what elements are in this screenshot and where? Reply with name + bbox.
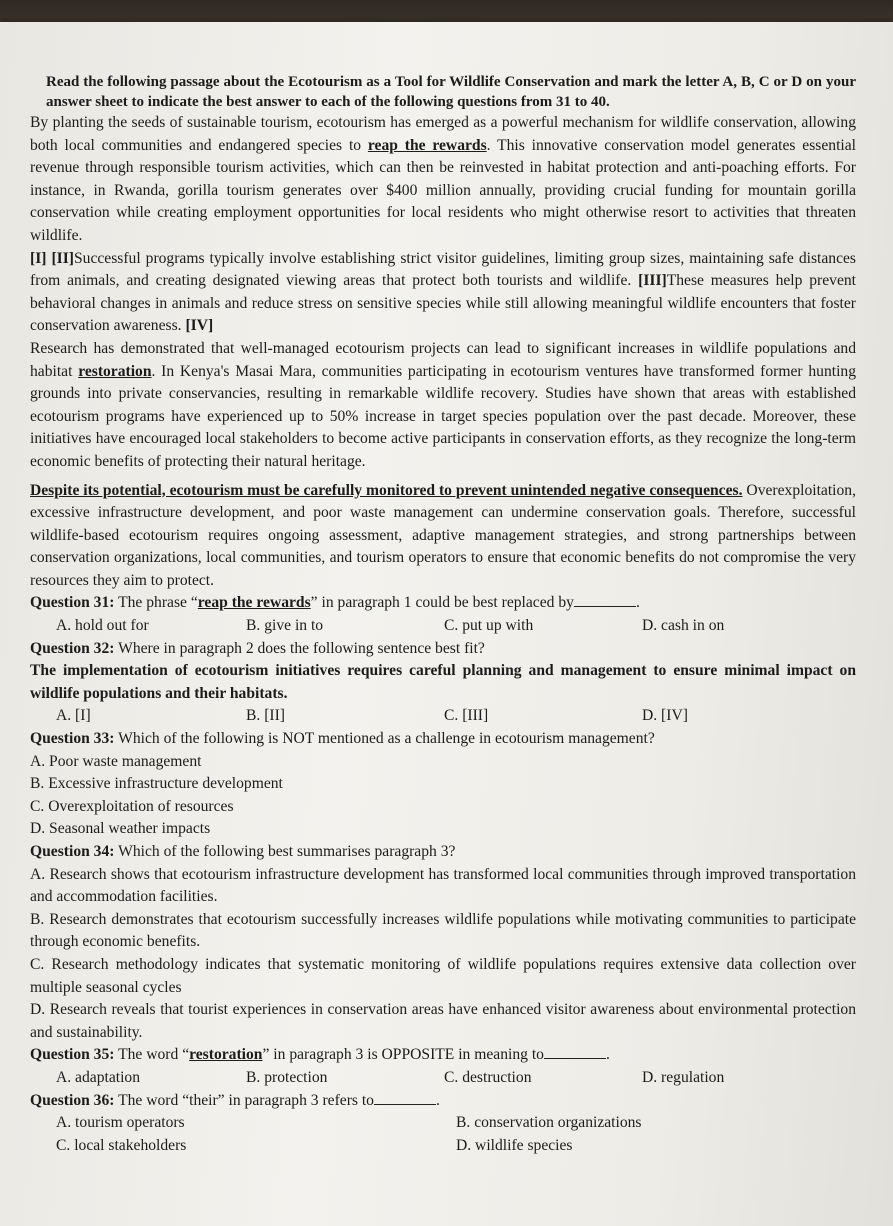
highlighted-word: restoration: [78, 362, 152, 380]
option-c[interactable]: C. [III]: [444, 707, 489, 725]
question-34: Question 34: Which of the following best summarises paragraph 3?: [30, 843, 456, 860]
option-a[interactable]: A. adaptation: [56, 1068, 141, 1086]
highlighted-phrase: reap the rewards: [367, 136, 487, 154]
question-36-options-row-1: [56, 1112, 856, 1135]
paragraph-4-lead: Despite its potential, ecotourism must be carefully monitored to prevent unintended negative consequences.: [30, 481, 743, 499]
question-36: Question 36: The word “their” in paragraph 3 refers to .: [30, 1091, 440, 1109]
question-31-options: [56, 615, 856, 638]
instructions: Read the following passage about the Ecotourism as a Tool for Wildlife Conservation and mark the letter A, B, C or D on your answer sheet to indicate the best answer to each of the following questions from 31 to 40.: [46, 74, 856, 110]
option-c[interactable]: C. put up with: [444, 617, 534, 635]
option-c[interactable]: C. local stakeholders: [56, 1136, 187, 1154]
insert-mark-4: [IV]: [185, 317, 214, 335]
answer-blank: [544, 1044, 606, 1059]
question-32-sentence: The implementation of ecotourism initiatives requires careful planning and management to ensure minimal impact on wildlife populations and their habitats.: [30, 662, 856, 702]
option-d[interactable]: D. cash in on: [642, 617, 725, 635]
question-36-options-row-2: [56, 1135, 856, 1158]
worksheet-page: [0, 22, 893, 1226]
paragraph-1: By planting the seeds of sustainable tourism, ecotourism has emerged as a powerful mechanism for wildlife conservation, allowing both local communities and endangered species to reap the rewards. This innovative conservation model generates essential revenue through responsible tourism activities, which can then be reinvested in habitat protection and anti-poaching efforts. For instance, in Rwanda, gorilla tourism generates over $400 million annually, providing crucial funding for mountain gorilla conservation while creating employment opportunities for local residents who might otherwise resort to activities that threaten wildlife.: [30, 114, 856, 244]
option-a[interactable]: A. hold out for: [56, 617, 149, 635]
insert-mark-3: [III]: [638, 272, 667, 290]
option-d[interactable]: D. wildlife species: [456, 1136, 573, 1154]
option-c[interactable]: C. destruction: [444, 1068, 532, 1086]
option-b[interactable]: B. Excessive infrastructure development: [30, 775, 283, 793]
option-d[interactable]: D. Research reveals that tourist experiences in conservation areas have enhanced visitor awareness about environmental protection and sustainability.: [30, 1001, 856, 1041]
answer-blank: [574, 592, 636, 607]
worksheet-content: [30, 72, 856, 1157]
question-32: Question 32: Where in paragraph 2 does the following sentence best fit?: [30, 639, 485, 657]
option-a[interactable]: A. [I]: [56, 707, 91, 725]
question-32-options: [56, 705, 856, 728]
paragraph-2: [I] [II]Successful programs typically involve establishing strict visitor guidelines, limiting group sizes, maintaining safe distances from animals, and creating designated viewing areas that protect both tourists and wildlife. [III]These measures help prevent behavioral changes in animals and reduce stress on sensitive species while still allowing meaningful wildlife encounters that foster conservation awareness. [IV]: [30, 249, 856, 335]
option-b[interactable]: B. Research demonstrates that ecotourism successfully increases wildlife populations while motivating communities to participate through economic benefits.: [30, 910, 856, 951]
option-d[interactable]: D. Seasonal weather impacts: [30, 820, 211, 838]
option-a[interactable]: A. Poor waste management: [30, 752, 202, 770]
option-b[interactable]: B. [II]: [246, 707, 285, 725]
question-33: Question 33: Which of the following is NOT mentioned as a challenge in ecotourism management?: [30, 730, 655, 748]
option-d[interactable]: D. regulation: [642, 1068, 725, 1086]
option-a[interactable]: A. Research shows that ecotourism infrastructure development has transformed local communities through improved transportation and accommodation facilities.: [30, 865, 856, 906]
option-d[interactable]: D. [IV]: [642, 707, 688, 725]
option-b[interactable]: B. conservation organizations: [456, 1114, 642, 1132]
question-35-options: [56, 1067, 856, 1090]
option-b[interactable]: B. protection: [246, 1068, 328, 1086]
question-31: Question 31: The phrase “reap the rewards” in paragraph 1 could be best replaced by .: [30, 594, 640, 612]
paragraph-4: Despite its potential, ecotourism must be carefully monitored to prevent unintended negative consequences. Overexploitation, excessive infrastructure development, and poor waste management can undermine conservation goals. Therefore, successful wildlife-based ecotourism requires ongoing assessment, adaptive management strategies, and strong partnerships between conservation organizations, local communities, and tourism operators to ensure that economic benefits do not compromise the very resources they aim to protect.: [30, 481, 856, 589]
option-c[interactable]: C. Research methodology indicates that systematic monitoring of wildlife populations requires extensive data collection over multiple seasonal cycles: [30, 955, 856, 996]
question-35: Question 35: The word “restoration” in paragraph 3 is OPPOSITE in meaning to .: [30, 1046, 610, 1064]
paragraph-3: Research has demonstrated that well-managed ecotourism projects can lead to significant increases in wildlife populations and habitat restoration. In Kenya's Masai Mara, communities participating in ecotourism ventures have transformed former hunting grounds into private conservancies, resulting in remarkable wildlife recovery. Studies have shown that areas with established ecotourism programs have experienced up to 50% increase in target species population over the past decade. Moreover, these initiatives have encouraged local stakeholders to become active participants in conservation efforts, as they recognize the long-term economic benefits of protecting their natural heritage.: [30, 339, 856, 470]
option-b[interactable]: B. give in to: [246, 617, 324, 635]
answer-blank: [374, 1090, 436, 1105]
option-a[interactable]: A. tourism operators: [56, 1114, 185, 1132]
option-c[interactable]: C. Overexploitation of resources: [30, 797, 234, 815]
insert-marks-1-2: [I] [II]: [30, 249, 74, 267]
